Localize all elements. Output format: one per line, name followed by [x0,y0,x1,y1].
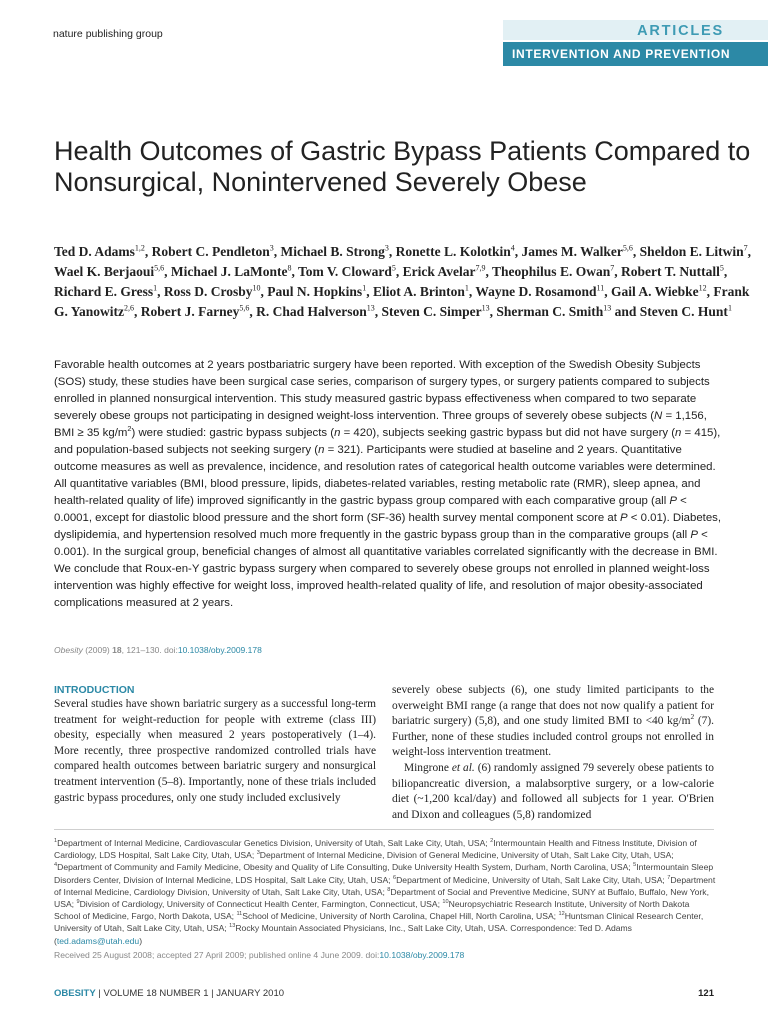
publisher-name: nature publishing group [53,28,163,40]
italic-run: n [675,427,682,439]
author-name: James M. Walker [521,244,623,259]
text-run: (6) randomly assigned 79 severely obese patients to biliopancreatic diversion, a malabsorptive surgery, or a low-calorie diet (~1,200 kcal/day) and followed all subjects for 1 year. O'Brien and Dixon and colleagues (5,8) randomized [392,761,714,821]
footnote-divider [54,829,714,830]
author [522,244,633,259]
author [382,304,490,319]
text-run: ) [139,935,143,946]
author-name: Sherman C. Smith [496,304,604,319]
author [54,264,164,279]
section-banner [503,20,768,66]
text-run: Department of Internal Medicine, Cardiology Division, University of Utah, Salt Lake City, Utah, USA; [54,874,716,897]
author [54,284,157,299]
author-name: Ronette L. Kolotkin [395,244,511,259]
author [611,284,707,299]
author [171,264,292,279]
author-name: Gail A. Wiebke [610,284,699,299]
author-affiliation-marker: 4 [510,243,515,253]
author-affiliation-marker: 2,6 [124,303,134,313]
page-number: 121 [698,988,714,999]
text-run: < 0.01). Diabetes, dyslipidemia, and hypertension resolved much more frequently in the gastric bypass group than in the comparative groups (all [54,512,722,541]
author-affiliation-marker: 1 [362,283,367,293]
author-name: Steven C. Simper [381,304,482,319]
author [267,284,366,299]
text-run: = 321). Participants were studied at baseline and 2 years. Quantitative outcome measures as well as prevalence, incidence, and resolution rates of categorical health outcome variables were determined. All quantitative variables (BMI, blood pressure, lipids, diabetes-related variables, resting metabolic rate (RMR), sleep apnea, and health-related quality of life) improved significantly in the gastric bypass group compared with each comparative group (all [54,444,716,507]
italic-run: P [620,512,628,524]
text-run: Division of Cardiology, University of Connecticut Health Center, Farmington, Connecticut, USA; [79,899,443,910]
author-affiliation-marker: 5,6 [154,263,165,273]
superscript: 11 [236,911,243,918]
text-run: ) were studied: gastric bypass subjects ( [131,427,335,439]
author-name: Robert C. Pendleton [151,244,270,259]
citation-journal: Obesity [54,645,83,655]
author-affiliation-marker: 5,6 [622,243,633,253]
author-affiliation-marker: 1 [464,283,469,293]
italic-run: et al. [451,761,475,774]
received-dates [54,950,464,960]
superscript: 2 [127,424,132,434]
text-run: Rocky Mountain Associated Physicians, Inc., Salt Lake City, Utah, USA. Correspondence: Ted D. Adams ( [54,923,632,946]
author-name: Ross D. Crosby [163,284,253,299]
author-name: Michael B. Strong [280,244,385,259]
superscript: 9 [76,899,80,906]
superscript: 13 [229,923,236,930]
author-affiliation-marker: 1 [153,283,158,293]
author-affiliation-marker: 7 [743,243,748,253]
author-name: Frank G. Yanowitz [54,284,750,319]
superscript: 4 [54,862,58,869]
text-run: Favorable health outcomes at 2 years postbariatric surgery have been reported. With exception of the Swedish Obesity Subjects (SOS) study, these studies have been surgical case series, comparison of surgery types, or surgery patients compared to subjects enrolled in planned nonsurgical intervention. This study measured gastric bypass effectiveness when compared to two separate severely obese groups not participating in designed weight-loss intervention. Three groups of severely obese subjects ( [54,359,710,422]
author-name: Wayne D. Rosamond [475,284,597,299]
author-affiliation-marker: 10 [252,283,261,293]
text-run: Intermountain Health and Fitness Institute, Division of Cardiology, LDS Hospital, Salt Lake City, Utah, USA; [54,838,697,861]
text-run: < 0.0001, except for diastolic blood pressure and the short form (SF-36) health survey mental component score at [54,495,687,524]
body-column-left [54,683,376,806]
superscript: 3 [256,850,260,857]
author-affiliation-marker: 1 [727,303,732,313]
text-run: Neuropsychiatric Research Institute, University of North Dakota School of Medicine, Fargo, North Dakota, USA; [54,899,690,922]
italic-run: n [334,427,341,439]
received-text: Received 25 August 2008; accepted 27 April 2009; published online 4 June 2009. doi: [54,950,380,960]
text-run: Department of Internal Medicine, Cardiovascular Genetics Division, University of Utah, Salt Lake City, Utah, USA; [57,838,491,848]
text-run: = 1,156, BMI ≥ 35 kg/m [54,410,707,439]
author [141,304,250,319]
text-run: Department of Community and Family Medicine, Obesity and Quality of Life Consulting, Duke University Health System, Durham, North Carolina, USA; [57,862,634,873]
affiliations-footnote [54,837,716,947]
author-affiliation-marker: 11 [596,283,605,293]
author-name: R. Chad Halverson [256,304,367,319]
text-run: Intermountain Sleep Disorders Center, Division of Internal Medicine, LDS Hospital, Salt Lake City, Utah, USA; [54,862,714,885]
italic-run: P [669,495,678,507]
text-run: Mingrone [404,761,452,774]
body-paragraph [392,761,714,823]
text-run: < 0.001). In the surgical group, beneficial changes of almost all quantitative variables correlated significantly with the decrease in BMI. We conclude that Roux-en-Y gastric bypass surgery when compared to severely obese groups not enrolled in planned weight-loss intervention was highly effective for weight loss, improved health-related quality of life, and resolution of major obesity-associated complications measured at 2 years. [54,529,718,609]
author-affiliation-marker: 7 [610,263,615,273]
author-affiliation-marker: 3 [384,243,389,253]
author [403,264,486,279]
superscript: 5 [633,862,637,869]
author-name: Michael J. LaMonte [170,264,288,279]
footer-journal: OBESITY [54,988,96,999]
superscript: 1 [54,838,58,845]
citation [54,645,262,655]
article-title: Health Outcomes of Gastric Bypass Patients Compared to Nonsurgical, Nonintervened Severely Obese [54,136,751,197]
superscript: 2 [690,712,695,722]
author [396,244,515,259]
body-paragraph: Several studies have shown bariatric surgery as a successful long-term treatment for weight-reduction for people with extreme (class III) obesity, especially when measured 2 years postoperatively (1–4). More recently, three prospective randomized controlled trials have compared health outcomes between bariatric surgery and nonsurgical treatment intervention (5–8). Importantly, none of these trials included gastric bypass procedures, only one study included exclusively [54,698,376,804]
author-name: Eliot A. Brinton [372,284,465,299]
footer-issue: | VOLUME 18 NUMBER 1 | JANUARY 2010 [95,988,285,999]
author [373,284,469,299]
author-affiliation-marker: 13 [366,303,375,313]
author [281,244,389,259]
author-affiliation-marker: 13 [481,303,490,313]
author [54,244,145,259]
author-name: Richard E. Gress [54,284,154,299]
body-column-right [392,683,714,823]
superscript: 10 [442,899,449,906]
author-name: Paul N. Hopkins [267,284,363,299]
superscript: 6 [392,874,397,881]
author-affiliation-marker: 8 [287,263,292,273]
body-paragraph [392,683,714,761]
author-affiliation-marker: 5 [391,263,396,273]
page-footer [54,988,714,999]
superscript: 12 [558,911,565,918]
text-run: Huntsman Clinical Research Center, University of Utah, Salt Lake City, Utah, USA; [54,911,704,934]
author [640,304,732,319]
author-name: Robert T. Nuttall [620,264,720,279]
author [152,244,274,259]
author-name: Wael K. Berjaoui [54,264,155,279]
citation-volume: 18 [112,645,122,655]
text-run: Department of Internal Medicine, Division of General Medicine, University of Utah, Salt Lake City, Utah, USA; [259,850,674,861]
author-name: Erick Avelar [402,264,476,279]
author-name: Ted D. Adams [54,244,135,259]
author-name: Tom V. Cloward [298,264,392,279]
author-affiliation-marker: 7,9 [475,263,486,273]
author [640,244,748,259]
abstract [54,357,724,612]
section-label: ARTICLES [503,20,768,40]
author-affiliation-marker: 12 [698,283,707,293]
text-run: severely obese subjects (6), one study limited participants to the overweight BMI range (a range that does not now qualify a patient for bariatric surgery) (5,8), and one study limited BMI to <40 kg/m [392,684,714,728]
citation-year: (2009) [82,645,113,655]
text-run: Department of Medicine, University of Utah, Salt Lake City, Utah, USA; [396,874,668,885]
author-name: Sheldon E. Litwin [639,244,744,259]
text-run: Department of Social and Preventive Medicine, SUNY at Buffalo, Buffalo, New York, USA; [54,886,709,910]
author [496,304,611,319]
subsection-label: INTERVENTION AND PREVENTION [503,42,768,66]
author-name: Steven C. Hunt [639,304,728,319]
author-name: Theophilus E. Owan [492,264,611,279]
italic-run: P [690,529,698,541]
author-list: Ted D. Adams$^{1,2}$, Robert C. Pendleton$^3$, Michael B. Strong$^3$, Ronette L. Kolotkin$^4$, James M. Walker$^{5,6}$, Sheldon E. Litwin$^7$, Wael K. Berjaoui$^{5,6}$, Michael J. LaMonte$^8$, Tom V. Cloward$^5$, Erick Avelar$^{7,9}$, Theophilus E. Owan$^7$, Robert T. Nuttall$^5$, Richard E. Gress$^1$, Ross D. Crosby$^{10}$, Paul N. Hopkins$^1$, Eliot A. Brinton$^1$, Wayne D. Rosamond$^{11}$, Gail A. Wiebke$^{12}$, Frank G. Yanowitz$^{2,6}$, Robert J. Farney$^{5,6}$, R. Chad Halverson$^{13}$, Steven C. Simper$^{13}$, Sherman C. Smith$^{13}$ and Steven C. Hunt$^1$ [54,243,751,319]
superscript: 8 [387,886,391,893]
superscript: 7 [667,874,671,881]
author [298,264,396,279]
author [492,264,614,279]
author [164,284,261,299]
superscript: 2 [490,838,494,845]
author [256,304,375,319]
author [475,284,604,299]
correspondence-email-link[interactable]: ted.adams@utah.edu [56,935,140,946]
received-doi-link[interactable]: 10.1038/oby.2009.178 [379,950,465,960]
italic-run: n [318,444,325,456]
author-affiliation-marker: 5 [719,263,724,273]
author-name: Robert J. Farney [140,304,240,319]
italic-run: N [654,410,663,422]
author-affiliation-marker: 1,2 [134,243,145,253]
author-affiliation-marker: 5,6 [239,303,250,313]
citation-doi-link[interactable]: 10.1038/oby.2009.178 [177,645,262,655]
text-run: = 420), subjects seeking gastric bypass but did not have surgery ( [340,427,676,439]
author-affiliation-marker: 3 [269,243,274,253]
author [621,264,724,279]
section-heading-introduction: INTRODUCTION [54,684,135,696]
text-run: = 415), and population-based subjects not seeking surgery ( [54,427,721,456]
author-affiliation-marker: 13 [603,303,612,313]
text-run: School of Medicine, University of North Carolina, Chapel Hill, North Carolina, USA; [242,911,559,922]
text-run: (7). Further, none of these studies included control groups not enrolled in weight-loss intervention treatment. [392,715,714,759]
citation-pages: , 121–130. doi: [121,645,178,655]
